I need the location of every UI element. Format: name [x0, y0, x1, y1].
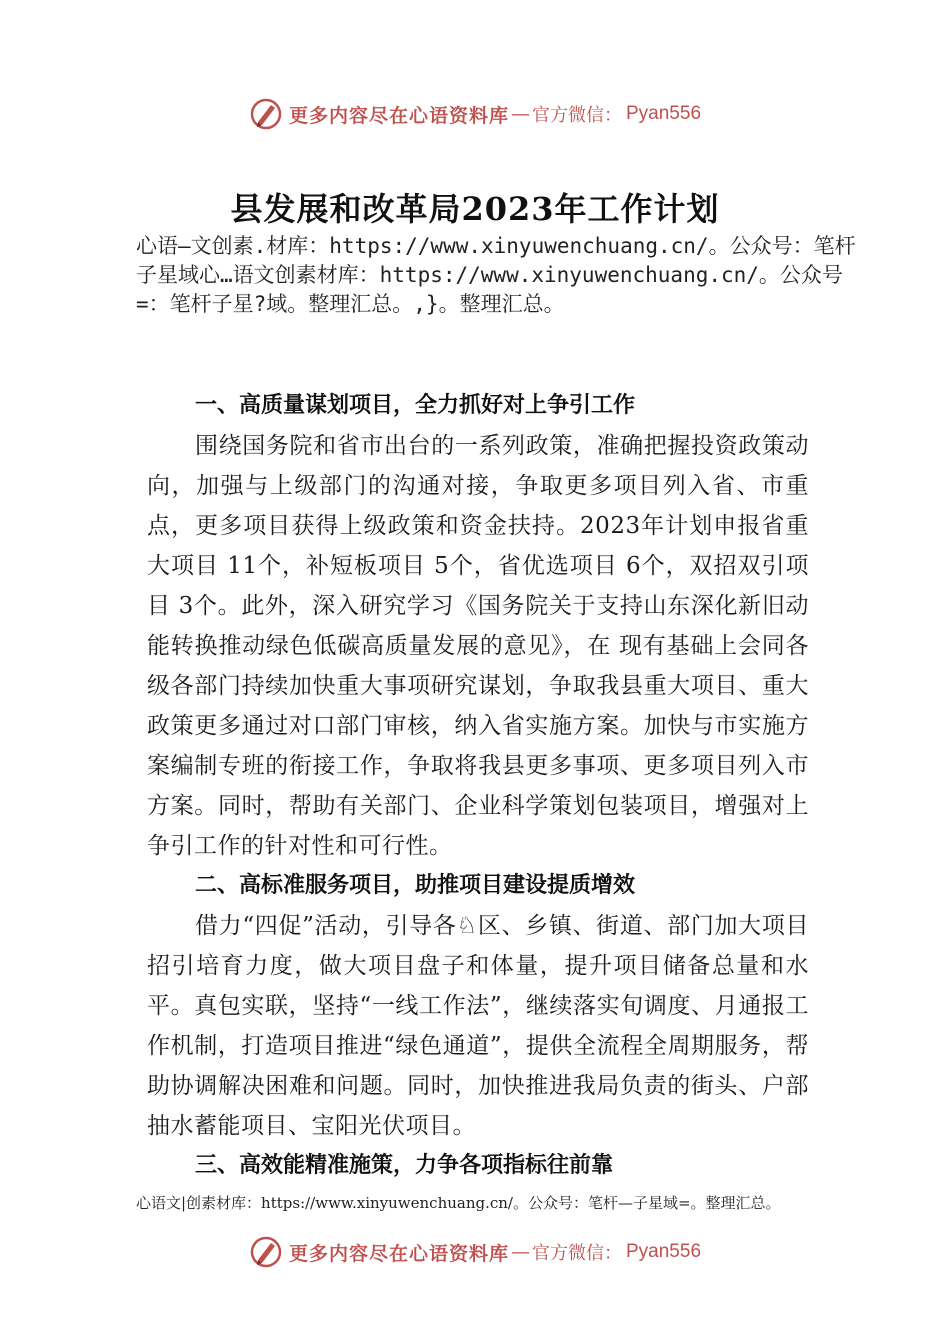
section-paragraph: 围绕国务院和省市出台的一系列政策，准确把握投资政策动向，加强与上级部门的沟通对接，争取更多项目列入省、市重点，更多项目获得上级政策和资金扶持。2023年计划申报省重大项目 11个，补短板项目 5个，省优选项目 6个，双招双引项目 3个。此外，深入研究学习《国务院关于支持山东深化新旧动能转换推动绿色低碳高质量发展的意见》，在 现有基础上会同各级各部门持续加快重大事项研究谋划，争取我县重大项目、重大政策更多通过对口部门审核，纳入省实施方案。加快与市实施方案编制专班的衔接工作，争取将我县更多事项、更多项目列入市方案。同时，帮助有关部门、企业科学策划包装项目，增强对上争引工作的针对性和可行性。: [147, 433, 809, 859]
banner-separator: —: [511, 1241, 530, 1263]
section-heading: 一、高质量谋划项目，全力抓好对上争引工作: [195, 393, 636, 418]
header-banner: [0, 94, 950, 134]
footer-note: 心语文|创素材库：https://www.xinyuwenchuang.cn/。公众号：笔杆—子星域=。整理汇总。: [136, 1194, 781, 1212]
document-body: [147, 386, 809, 1186]
banner-text: 更多内容尽在心语资料库: [288, 104, 509, 127]
banner-text: 更多内容尽在心语资料库: [288, 1242, 509, 1265]
banner-separator: —: [511, 103, 530, 125]
banner-wechat-label: 官方微信：: [532, 1243, 622, 1264]
document-title: 县发展和改革局2023年工作计划: [230, 190, 720, 228]
section-heading: 三、高效能精准施策，力争各项指标往前靠: [195, 1153, 614, 1178]
section-heading: 二、高标准服务项目，助推项目建设提质增效: [195, 873, 636, 898]
banner-wechat-label: 官方微信：: [532, 105, 622, 126]
pen-logo-icon: [249, 1235, 283, 1269]
pen-logo-icon: [249, 97, 283, 131]
source-note: 心语—文创素.材库：https://www.xinyuwenchuang.cn/。公众号：笔杆子星域心…语文创素材库：https://www.xinyuwenchuang.cn/。公众号=：笔杆子星?域。整理汇总。,}。整理汇总。: [136, 234, 856, 316]
section-paragraph: 借力“四促”活动，引导各♘区、乡镇、街道、部门加大项目招引培育力度，做大项目盘子和体量，提升项目储备总量和水平。真包实联，坚持“一线工作法”，继续落实旬调度、月通报工作机制，打造项目推进“绿色通道”，提供全流程全周期服务，帮助协调解决困难和问题。同时，加快推进我局负责的街头、户部抽水蓄能项目、宝阳光伏项目。: [147, 913, 809, 1139]
footer-banner: [0, 1232, 950, 1272]
banner-wechat-id: Pyan556: [626, 1241, 702, 1262]
banner-wechat-id: Pyan556: [626, 103, 702, 124]
